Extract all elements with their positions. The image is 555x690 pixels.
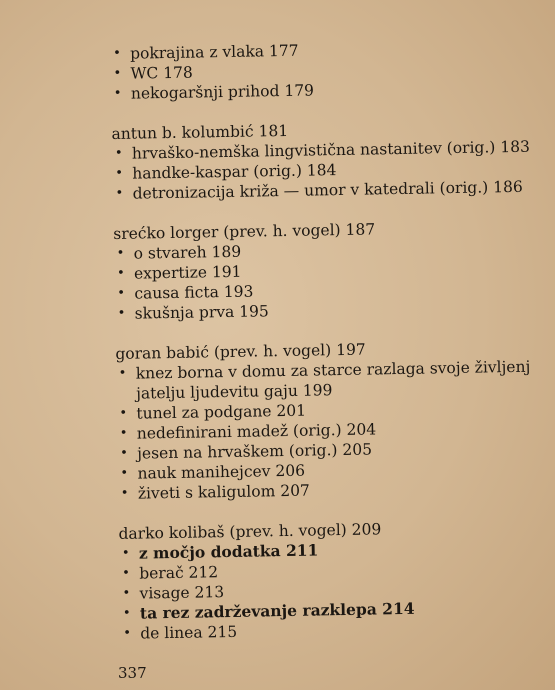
- bullet-icon: •: [119, 405, 128, 421]
- bullet-icon: •: [122, 585, 131, 601]
- bullet-icon: •: [122, 565, 131, 581]
- toc-section: [110, 37, 529, 104]
- entry-title: skušnja prva 195: [134, 302, 269, 323]
- bullet-icon: •: [114, 145, 123, 161]
- section-author: srećko lorger (prev. h. vogel) 187: [113, 220, 376, 243]
- page-number: 337: [118, 664, 147, 682]
- bullet-icon: •: [117, 305, 126, 321]
- toc-section: [118, 517, 538, 644]
- entry-title: nauk manihejcev 206: [137, 461, 306, 483]
- bullet-icon: •: [116, 265, 125, 281]
- bullet-icon: •: [117, 285, 126, 301]
- entry-title: nedefinirani madež (orig.) 204: [136, 420, 377, 443]
- entry-title: nekogaršnji prihod 179: [130, 81, 315, 103]
- entry-title: o stvareh 189: [133, 242, 242, 263]
- entry-title: WC 178: [130, 63, 193, 83]
- entry-title: pokrajina z vlaka 177: [130, 41, 299, 63]
- entry-title: knez borna v domu za starce razlaga svoje življenj: [135, 357, 531, 383]
- bullet-icon: •: [113, 85, 122, 101]
- bullet-icon: •: [116, 245, 125, 261]
- entry-title: causa ficta 193: [134, 282, 254, 303]
- entry-title: de linea 215: [140, 622, 238, 643]
- toc-section: [113, 217, 533, 324]
- entry-title-continuation: jatelju ljudevitu gaju 199: [135, 381, 333, 403]
- entry-title: hrvaško-nemška lingvistična nastanitev (orig.) 183: [131, 137, 531, 163]
- table-of-contents: [110, 37, 539, 664]
- bullet-icon: •: [113, 45, 121, 61]
- entry-title: živeti s kaligulom 207: [137, 481, 310, 503]
- entry-title: expertize 191: [133, 262, 242, 283]
- bullet-icon: •: [121, 545, 130, 561]
- entry-title: ta rez zadrževanje razklepa 214: [139, 598, 415, 623]
- bullet-icon: •: [120, 465, 129, 481]
- bullet-icon: •: [118, 365, 127, 381]
- bullet-icon: •: [115, 165, 124, 181]
- toc-section: [115, 337, 536, 504]
- bullet-icon: •: [123, 625, 132, 641]
- entry-title: tunel za podgane 201: [136, 401, 307, 423]
- bullet-icon: •: [119, 425, 128, 441]
- bullet-icon: •: [115, 185, 124, 201]
- section-author: antun b. kolumbić 181: [111, 121, 289, 143]
- section-author: goran babić (prev. h. vogel) 197: [115, 340, 366, 363]
- bullet-icon: •: [113, 65, 122, 81]
- section-author: darko kolibaš (prev. h. vogel) 209: [118, 520, 382, 543]
- bullet-icon: •: [122, 605, 131, 621]
- entry-title: handke-kaspar (orig.) 184: [132, 161, 337, 183]
- entry-title: jesen na hrvaškem (orig.) 205: [136, 440, 373, 463]
- bullet-icon: •: [120, 445, 128, 461]
- entry-title: detronizacija križa — umor v katedrali (orig.) 186: [132, 177, 523, 203]
- entry-title: berač 212: [139, 563, 219, 583]
- entry-title: visage 213: [139, 583, 225, 603]
- toc-section: [111, 117, 530, 204]
- bullet-icon: •: [120, 485, 129, 501]
- entry-title: z močjo dodatka 211: [138, 540, 319, 563]
